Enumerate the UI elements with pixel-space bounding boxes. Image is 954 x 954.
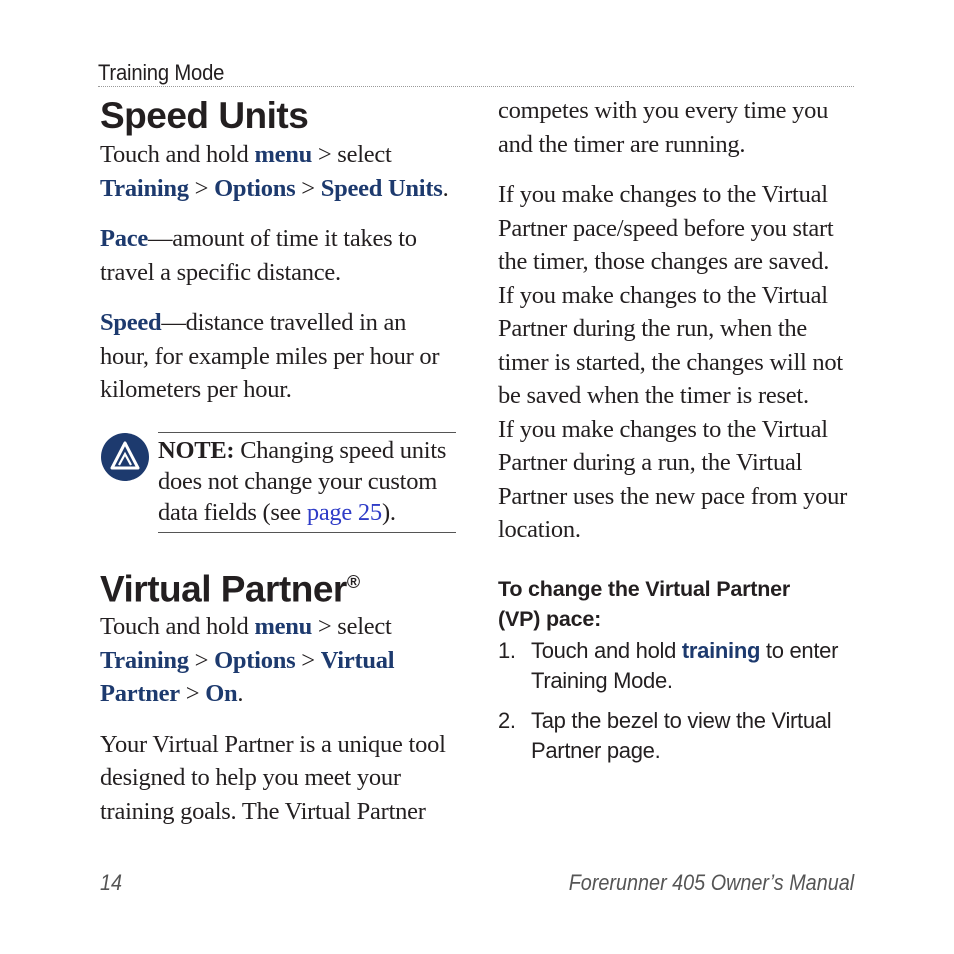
note-end: ). xyxy=(381,499,396,526)
step-pre: Tap the bezel to view the Virtual Partner page. xyxy=(531,707,832,763)
procedure-title: To change the Virtual Partner (VP) pace: xyxy=(498,576,791,631)
path-sep: > xyxy=(188,646,215,674)
note-text xyxy=(158,435,456,528)
training-key: training xyxy=(681,637,761,663)
path-sep: > xyxy=(179,680,206,708)
vp-para3-text: If you make changes to the Virtual Partner during the run, when the timer is started, the changes will not be saved when the timer is reset. xyxy=(498,281,843,409)
vp-paragraph-3 xyxy=(498,279,854,413)
right-column xyxy=(498,94,854,766)
speed-def: —distance travelled in an hour, for example miles per hour or kilometers per hour. xyxy=(100,309,440,403)
procedure-step xyxy=(498,636,854,696)
pace-definition xyxy=(100,222,460,289)
vp-desc-text: Your Virtual Partner is a unique tool designed to help you meet your training goals. The Virtual Partner xyxy=(100,730,446,825)
path-sep: > xyxy=(295,174,321,202)
path-end: . xyxy=(442,174,449,202)
page-number: 14 xyxy=(100,870,123,895)
instr-text: Touch and hold xyxy=(100,141,255,168)
note-box xyxy=(158,432,456,533)
step-number: 2. xyxy=(498,707,516,733)
step-pre: Touch and hold xyxy=(531,637,682,663)
speed-units-instruction xyxy=(100,138,460,205)
vp-desc-continued xyxy=(498,94,834,161)
instr-text: > select xyxy=(311,613,392,641)
procedure-step xyxy=(498,706,854,766)
vp-desc-cont-text: competes with you every time you and the timer are running. xyxy=(498,97,829,158)
path-end: . xyxy=(237,680,244,708)
left-column xyxy=(100,96,460,407)
speed-definition xyxy=(100,306,445,407)
path-sep: > xyxy=(295,646,321,674)
note-body: Changing speed units does not change your custom data fields (see xyxy=(158,437,447,526)
step-number: 1. xyxy=(498,637,516,663)
path-options: Options xyxy=(214,174,296,202)
vp-paragraph-2 xyxy=(498,178,854,279)
step-text xyxy=(531,706,854,766)
speed-term: Speed xyxy=(100,309,162,336)
note-label: NOTE: xyxy=(158,437,235,464)
vp-paragraph-4 xyxy=(498,413,854,547)
path-options: Options xyxy=(214,646,296,674)
path-on: On xyxy=(205,680,238,708)
path-virtual-partner: Virtual Partner xyxy=(100,646,395,708)
vp-description xyxy=(100,728,448,829)
virtual-partner-section xyxy=(100,562,460,828)
pace-def: —amount of time it takes to travel a specific distance. xyxy=(100,225,417,286)
pace-term: Pace xyxy=(100,225,148,252)
registered-mark: ® xyxy=(346,572,360,592)
step-text xyxy=(531,636,854,696)
vp-title-text: Virtual Partner xyxy=(100,568,347,610)
menu-key: menu xyxy=(254,613,312,641)
header-divider xyxy=(98,86,854,87)
path-training: Training xyxy=(100,174,189,202)
step-post: to enter Training Mode. xyxy=(531,637,839,693)
manual-title: Forerunner 405 Owner’s Manual xyxy=(568,870,854,895)
note-pen-icon xyxy=(100,432,150,482)
vp-para4-text: If you make changes to the Virtual Partner during a run, the Virtual Partner uses the new pace from your location. xyxy=(498,415,848,543)
section-title-speed-units: Speed Units xyxy=(100,95,309,136)
running-header: Training Mode xyxy=(98,60,225,85)
path-speed-units: Speed Units xyxy=(320,174,443,202)
instr-text: > select xyxy=(311,141,392,168)
instr-text: Touch and hold xyxy=(100,613,255,641)
vp-instruction xyxy=(100,610,460,711)
section-title-virtual-partner xyxy=(100,562,460,609)
vp-para2-text: If you make changes to the Virtual Partner pace/speed before you start the timer, those changes are saved. xyxy=(498,181,834,275)
menu-key: menu xyxy=(254,141,312,168)
path-sep: > xyxy=(188,174,215,202)
page-25-link[interactable]: page 25 xyxy=(306,499,382,526)
path-training: Training xyxy=(100,646,189,674)
